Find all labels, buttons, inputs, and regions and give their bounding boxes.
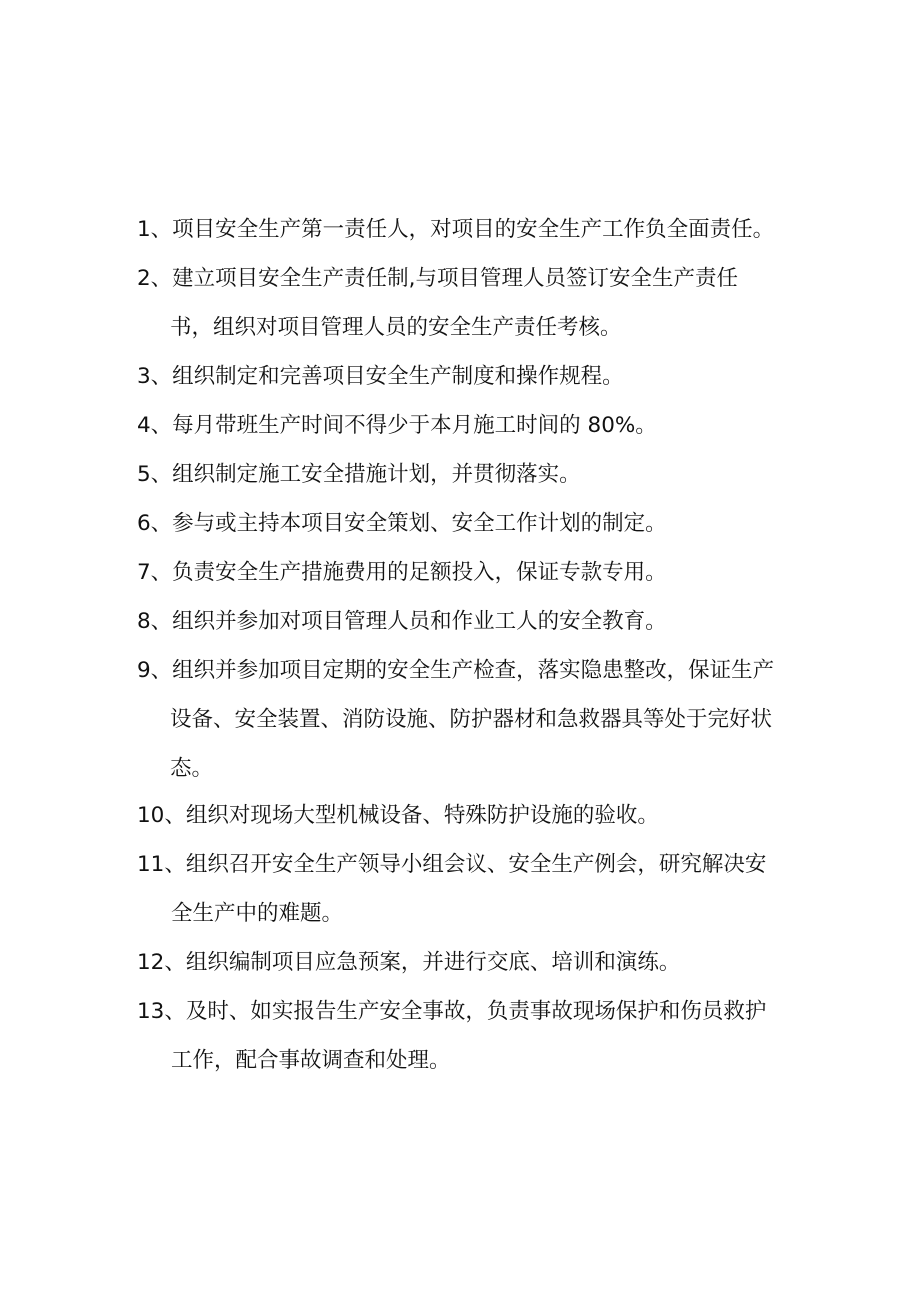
item-line: 10、组织对现场大型机械设备、特殊防护设施的验收。 <box>137 803 659 828</box>
list-item-2 <box>137 255 817 353</box>
item-line: 6、参与或主持本项目安全策划、安全工作计划的制定。 <box>137 511 667 536</box>
list-item-10 <box>137 792 817 841</box>
list-item-12 <box>137 939 817 988</box>
item-line: 8、组织并参加对项目管理人员和作业工人的安全教育。 <box>137 609 667 634</box>
item-line: 1、项目安全生产第一责任人，对项目的安全生产工作负全面责任。 <box>137 217 775 242</box>
item-line: 9、组织并参加项目定期的安全生产检查，落实隐患整改，保证生产 <box>137 658 775 683</box>
list-item-8 <box>137 598 817 647</box>
item-line-continued: 态。 <box>170 755 214 781</box>
item-line: 12、组织编制项目应急预案，并进行交底、培训和演练。 <box>137 950 681 975</box>
list-item-3 <box>137 353 817 402</box>
list-item-11 <box>137 841 817 939</box>
item-line: 11、组织召开安全生产领导小组会议、安全生产例会，研究解决安 <box>137 852 767 877</box>
item-line: 4、每月带班生产时间不得少于本月施工时间的 80%。 <box>137 413 657 438</box>
list-item-1 <box>137 206 817 255</box>
item-line: 3、组织制定和完善项目安全生产制度和操作规程。 <box>137 364 624 389</box>
item-line: 5、组织制定施工安全措施计划，并贯彻落实。 <box>137 462 581 487</box>
item-line-continued: 书，组织对项目管理人员的安全生产责任考核。 <box>170 314 622 340</box>
list-item-5 <box>137 451 817 500</box>
item-line: 13、及时、如实报告生产安全事故，负责事故现场保护和伤员救护 <box>137 999 767 1024</box>
item-line: 2、建立项目安全生产责任制,与项目管理人员签订安全生产责任 <box>137 266 739 291</box>
list-item-13 <box>137 988 817 1086</box>
item-line-continued: 全生产中的难题。 <box>171 900 344 926</box>
item-line: 7、负责安全生产措施费用的足额投入，保证专款专用。 <box>137 560 667 585</box>
list-item-4 <box>137 402 817 451</box>
list-item-9 <box>137 647 817 793</box>
item-line-continued: 设备、安全装置、消防设施、防护器材和急救器具等处于完好状 <box>170 706 773 732</box>
list-item-6 <box>137 500 817 549</box>
list-item-7 <box>137 549 817 598</box>
item-line-continued: 工作，配合事故调查和处理。 <box>171 1047 451 1073</box>
